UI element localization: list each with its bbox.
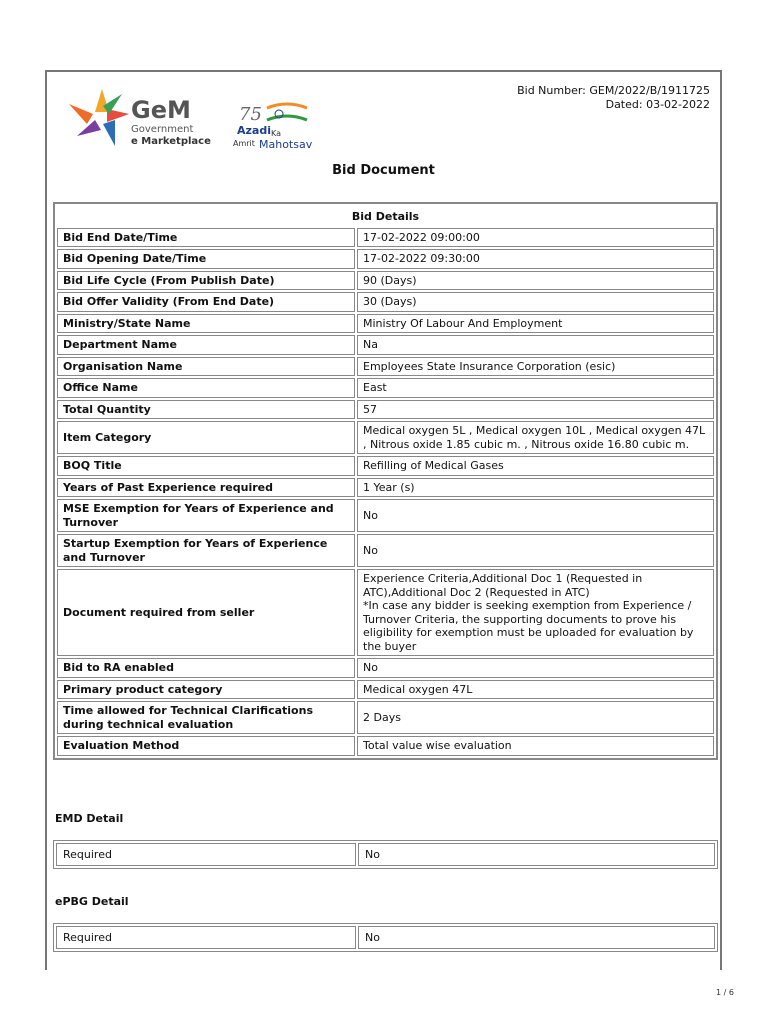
- table-row: [57, 701, 714, 734]
- detail-label: Total Quantity: [57, 400, 355, 420]
- detail-value: Refilling of Medical Gases: [357, 456, 714, 476]
- detail-value: 2 Days: [357, 701, 714, 734]
- detail-value: Experience Criteria,Additional Doc 1 (Requested in ATC),Additional Doc 2 (Requested in ATC) *In case any bidder is seeking exemption from Experience / Turnover Criteria, the supporting documents to prove his eligibility for exemption must be uploaded for evaluation by the buyer: [357, 569, 714, 656]
- emd-label: Required: [56, 843, 356, 866]
- epbg-table: [53, 923, 718, 952]
- table-row: [57, 400, 714, 420]
- gem-logo-name: GeM: [131, 96, 191, 124]
- table-row: [57, 456, 714, 476]
- detail-value: Na: [357, 335, 714, 355]
- table-row: [57, 335, 714, 355]
- detail-value: Employees State Insurance Corporation (esic): [357, 357, 714, 377]
- detail-label: Primary product category: [57, 680, 355, 700]
- header-logos: [67, 84, 367, 154]
- table-row: [57, 249, 714, 269]
- detail-value: No: [357, 534, 714, 567]
- svg-text:75: 75: [239, 104, 262, 125]
- detail-label: Bid Opening Date/Time: [57, 249, 355, 269]
- detail-label: Evaluation Method: [57, 736, 355, 756]
- detail-value: Medical oxygen 5L , Medical oxygen 10L , Medical oxygen 47L , Nitrous oxide 1.85 cubic m. , Nitrous oxide 16.80 cubic m.: [357, 421, 714, 454]
- table-row: [57, 228, 714, 248]
- page-title: Bid Document: [332, 163, 435, 178]
- detail-label: Office Name: [57, 378, 355, 398]
- epbg-label: Required: [56, 926, 356, 949]
- table-row: [57, 658, 714, 678]
- table-row: [57, 680, 714, 700]
- bid-date: Dated: 03-02-2022: [605, 98, 710, 111]
- detail-value: 90 (Days): [357, 271, 714, 291]
- table-row: [57, 421, 714, 454]
- detail-value: 17-02-2022 09:30:00: [357, 249, 714, 269]
- detail-label: BOQ Title: [57, 456, 355, 476]
- detail-label: Years of Past Experience required: [57, 478, 355, 498]
- table-row: [57, 378, 714, 398]
- detail-label: Bid to RA enabled: [57, 658, 355, 678]
- table-row: [57, 292, 714, 312]
- gem-logo-line2: e Marketplace: [131, 136, 211, 147]
- table-row: [57, 314, 714, 334]
- bid-meta: [517, 84, 710, 112]
- detail-label: Ministry/State Name: [57, 314, 355, 334]
- table-row: [57, 534, 714, 567]
- gem-logo-line1: Government: [131, 124, 194, 135]
- bid-number: Bid Number: GEM/2022/B/1911725: [517, 84, 710, 97]
- detail-label: Organisation Name: [57, 357, 355, 377]
- table-row: [57, 271, 714, 291]
- epbg-value: No: [358, 926, 715, 949]
- bid-details-table: [53, 202, 718, 760]
- emd-value: No: [358, 843, 715, 866]
- page-number: 1 / 6: [716, 988, 734, 997]
- emd-heading: EMD Detail: [55, 812, 124, 825]
- emd-table: [53, 840, 718, 869]
- document-page: [45, 70, 722, 970]
- azadi-line1: Azadi: [237, 124, 271, 137]
- table-row: [57, 357, 714, 377]
- detail-value: Ministry Of Labour And Employment: [357, 314, 714, 334]
- detail-value: Medical oxygen 47L: [357, 680, 714, 700]
- detail-label: Document required from seller: [57, 569, 355, 656]
- detail-value: East: [357, 378, 714, 398]
- gem-logo-icon: [67, 84, 367, 154]
- table-row: [57, 569, 714, 656]
- azadi-line4: Mahotsav: [259, 138, 313, 151]
- bid-details-heading: Bid Details: [351, 210, 420, 223]
- detail-label: Bid End Date/Time: [57, 228, 355, 248]
- detail-label: Bid Offer Validity (From End Date): [57, 292, 355, 312]
- table-row: [57, 478, 714, 498]
- table-row: [57, 499, 714, 532]
- detail-value: No: [357, 499, 714, 532]
- detail-value: No: [357, 658, 714, 678]
- detail-value: Total value wise evaluation: [357, 736, 714, 756]
- table-row: [56, 926, 715, 949]
- detail-label: MSE Exemption for Years of Experience and Turnover: [57, 499, 355, 532]
- table-header-row: [57, 206, 714, 226]
- detail-label: Department Name: [57, 335, 355, 355]
- detail-value: 57: [357, 400, 714, 420]
- detail-value: 17-02-2022 09:00:00: [357, 228, 714, 248]
- detail-label: Time allowed for Technical Clarifications during technical evaluation: [57, 701, 355, 734]
- table-row: [57, 736, 714, 756]
- azadi-logo-icon: [233, 104, 313, 151]
- detail-label: Item Category: [57, 421, 355, 454]
- table-row: [56, 843, 715, 866]
- detail-value: 30 (Days): [357, 292, 714, 312]
- epbg-heading: ePBG Detail: [55, 895, 129, 908]
- detail-label: Bid Life Cycle (From Publish Date): [57, 271, 355, 291]
- detail-label: Startup Exemption for Years of Experience and Turnover: [57, 534, 355, 567]
- azadi-line2: Ka: [271, 129, 282, 138]
- azadi-line3: Amrit: [233, 139, 255, 148]
- detail-value: 1 Year (s): [357, 478, 714, 498]
